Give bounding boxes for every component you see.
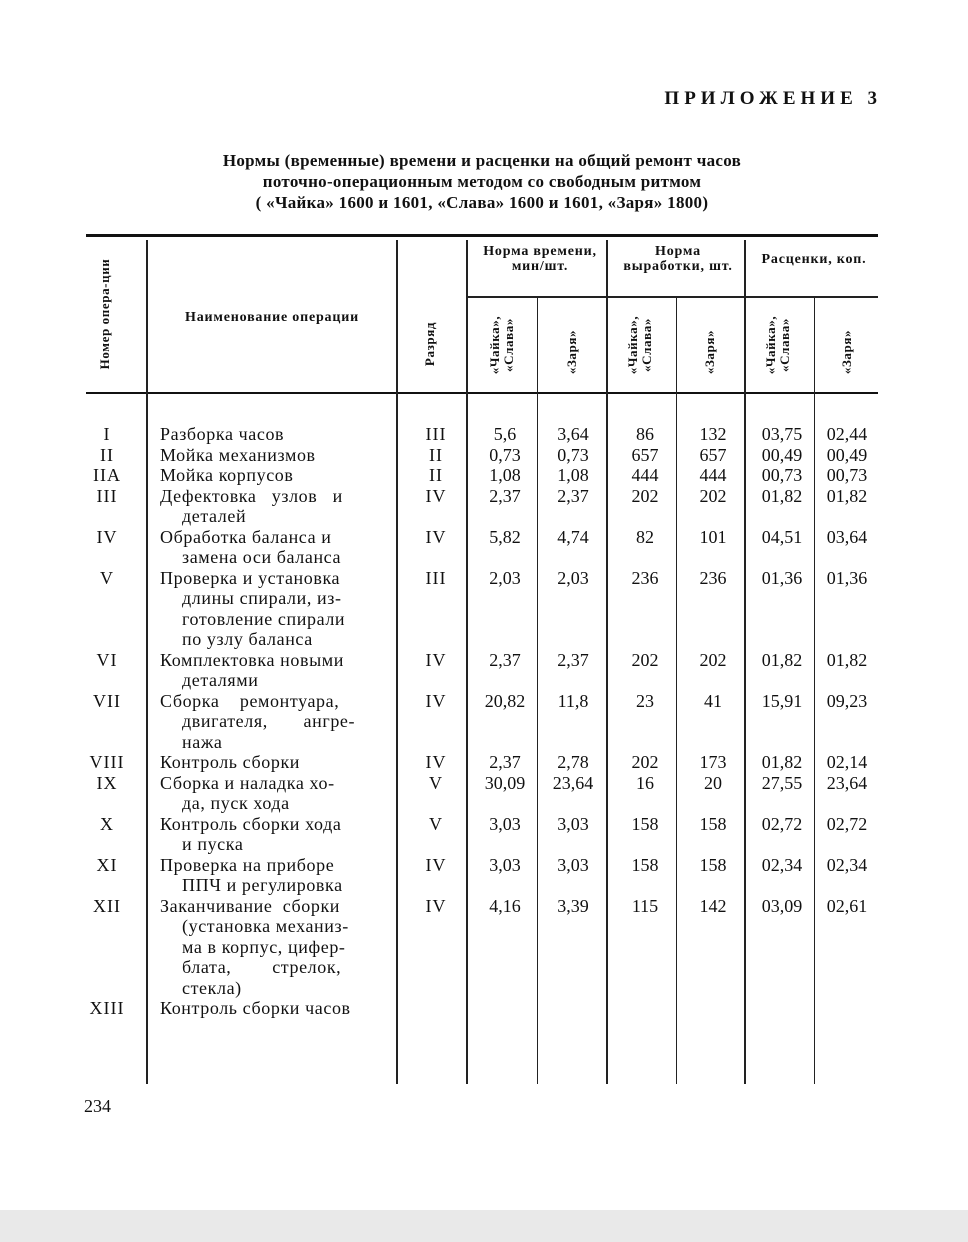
- output-chaika-slava-cell: 444: [631, 465, 659, 485]
- time-zarya-cell: 3,03: [557, 854, 589, 875]
- op-number-cell: II: [100, 444, 114, 465]
- op-name-cell: [160, 691, 386, 753]
- rate-chaika-slava-cell: 02,72: [761, 813, 803, 834]
- title-line-2: поточно-операционным методом со свободным ритмом: [262, 172, 702, 191]
- rate-zarya-cell: 02,72: [826, 813, 868, 834]
- output-chaika-slava-cell: 16: [636, 772, 654, 793]
- subheader-output-zarya: «Заря»: [702, 329, 717, 375]
- grade-cell: IV: [425, 854, 447, 875]
- grade-cell: IV: [425, 690, 447, 711]
- op-name-line: двигателя, ангре-: [182, 711, 356, 731]
- rate-zarya-cell: 01,36: [826, 567, 868, 588]
- op-name-cell: [160, 527, 386, 568]
- op-name-line: деталей: [182, 506, 247, 526]
- subheader-output-chaika-slava: «Чайка», «Слава»: [625, 315, 654, 375]
- op-name-cell: [160, 855, 386, 896]
- time-chaika-slava-cell: 2,37: [489, 752, 521, 772]
- rate-chaika-slava-cell: 01,36: [761, 567, 803, 588]
- time-zarya-cell: 3,39: [557, 895, 589, 916]
- page-number: 234: [84, 1096, 111, 1116]
- op-name-line: длины спирали, из-: [182, 588, 342, 608]
- op-name-cell: [160, 445, 386, 466]
- col-divider: [146, 240, 148, 1084]
- col-divider: [396, 240, 398, 1084]
- time-zarya-cell: 2,37: [557, 649, 589, 670]
- norms-table: [86, 234, 878, 1084]
- output-zarya-cell: 657: [699, 444, 727, 465]
- time-zarya-cell: 0,73: [557, 444, 589, 465]
- rate-zarya-cell: 09,23: [826, 690, 868, 711]
- output-zarya-cell: 202: [699, 649, 727, 670]
- document-title: [120, 150, 844, 213]
- time-chaika-slava-cell: 20,82: [484, 690, 526, 711]
- op-name-cell: [160, 650, 386, 691]
- time-chaika-slava-cell: 5,82: [489, 526, 521, 547]
- time-chaika-slava-cell: 30,09: [484, 772, 526, 793]
- op-number-cell: VIII: [89, 752, 125, 772]
- op-name-line: Обработка баланса и: [160, 526, 332, 547]
- op-number-cell: I: [103, 424, 111, 444]
- op-name-line: Комплектовка новыми: [160, 649, 345, 670]
- output-zarya-cell: 158: [699, 813, 727, 834]
- op-name-line: Контроль сборки: [160, 752, 301, 772]
- col-divider: [466, 240, 468, 1084]
- grade-cell: IV: [425, 752, 447, 772]
- title-line-3: ( «Чайка» 1600 и 1601, «Слава» 1600 и 1601, «Заря» 1800): [255, 193, 709, 212]
- rate-chaika-slava-cell: 01,82: [761, 485, 803, 506]
- rate-chaika-slava-cell: 04,51: [761, 526, 803, 547]
- time-zarya-cell: 1,08: [557, 465, 589, 485]
- output-zarya-cell: 236: [699, 567, 727, 588]
- time-chaika-slava-cell: 3,03: [489, 813, 521, 834]
- title-line-1: Нормы (временные) времени и расценки на общий ремонт часов: [222, 151, 742, 170]
- output-zarya-cell: 20: [704, 772, 722, 793]
- rate-chaika-slava-cell: 02,34: [761, 854, 803, 875]
- time-chaika-slava-cell: 2,37: [489, 649, 521, 670]
- col-divider: [814, 298, 815, 1084]
- time-zarya-cell: 3,03: [557, 813, 589, 834]
- op-number-cell: V: [100, 567, 114, 588]
- output-chaika-slava-cell: 86: [636, 424, 654, 444]
- subheader-rates-zarya: «Заря»: [839, 329, 854, 375]
- op-name-line: стекла): [182, 977, 242, 998]
- op-name-cell: [160, 752, 386, 773]
- rate-zarya-cell: 01,82: [826, 485, 868, 506]
- header-output-norm: Норма выработки, шт.: [623, 244, 733, 274]
- output-zarya-cell: 202: [699, 485, 727, 506]
- op-name-cell: [160, 486, 386, 527]
- op-name-cell: [160, 773, 386, 814]
- subheader-time-chaika-slava: «Чайка», «Слава»: [487, 315, 516, 375]
- grade-cell: III: [425, 424, 447, 444]
- op-name-line: Разборка часов: [160, 424, 285, 444]
- output-chaika-slava-cell: 202: [631, 649, 659, 670]
- col-divider: [606, 240, 608, 1084]
- header-op-name: Наименование операции: [185, 310, 359, 325]
- rate-zarya-cell: 02,61: [826, 895, 868, 916]
- output-zarya-cell: 173: [699, 752, 727, 772]
- op-number-cell: VI: [96, 649, 118, 670]
- op-number-cell: VII: [93, 690, 121, 711]
- op-name-cell: [160, 998, 386, 1019]
- rate-chaika-slava-cell: 27,55: [761, 772, 803, 793]
- op-name-line: нажа: [182, 731, 223, 752]
- grade-cell: II: [429, 465, 443, 485]
- header-rates: Расценки, коп.: [761, 252, 867, 267]
- rate-zarya-cell: 03,64: [826, 526, 868, 547]
- op-name-cell: [160, 814, 386, 855]
- appendix-label: ПРИЛОЖЕНИЕ 3: [664, 88, 882, 109]
- grade-cell: V: [429, 772, 443, 793]
- op-name-line: ППЧ и регулировка: [182, 875, 343, 895]
- header-time-norm: Норма времени, мин/шт.: [483, 244, 597, 274]
- op-name-line: Сборка ремонтуара,: [160, 690, 340, 711]
- time-chaika-slava-cell: 3,03: [489, 854, 521, 875]
- op-name-line: замена оси баланса: [182, 547, 342, 567]
- op-name-line: Дефектовка узлов и: [160, 485, 343, 506]
- output-zarya-cell: 132: [699, 424, 727, 444]
- table-header-rule: [86, 392, 878, 394]
- rate-chaika-slava-cell: 01,82: [761, 649, 803, 670]
- rate-zarya-cell: 02,14: [826, 752, 868, 772]
- time-chaika-slava-cell: 1,08: [489, 465, 521, 485]
- subheader-rates-chaika-slava: «Чайка», «Слава»: [763, 315, 792, 375]
- grade-cell: IV: [425, 649, 447, 670]
- op-name-line: Проверка на приборе: [160, 854, 335, 875]
- op-number-cell: X: [100, 813, 114, 834]
- op-name-line: Мойка механизмов: [160, 444, 316, 465]
- op-number-cell: IIА: [93, 465, 121, 485]
- time-chaika-slava-cell: 5,6: [493, 424, 517, 444]
- op-number-cell: XI: [96, 854, 118, 875]
- time-zarya-cell: 4,74: [557, 526, 589, 547]
- output-zarya-cell: 101: [699, 526, 727, 547]
- subheader-time-zarya: «Заря»: [564, 329, 579, 375]
- time-zarya-cell: 11,8: [557, 690, 589, 711]
- rate-chaika-slava-cell: 03,75: [761, 424, 803, 444]
- op-number-cell: IX: [96, 772, 118, 793]
- output-zarya-cell: 444: [699, 465, 727, 485]
- op-number-cell: IV: [96, 526, 118, 547]
- op-name-line: блата, стрелок,: [182, 957, 342, 977]
- output-chaika-slava-cell: 202: [631, 485, 659, 506]
- rate-zarya-cell: 00,73: [826, 465, 868, 485]
- table-top-rule: [86, 234, 878, 237]
- grade-cell: IV: [425, 526, 447, 547]
- time-chaika-slava-cell: 0,73: [489, 444, 521, 465]
- output-zarya-cell: 158: [699, 854, 727, 875]
- grade-cell: II: [429, 444, 443, 465]
- op-name-line: Проверка и установка: [160, 567, 341, 588]
- op-name-line: готовление спирали: [182, 608, 346, 629]
- rate-zarya-cell: 01,82: [826, 649, 868, 670]
- grade-cell: III: [425, 567, 447, 588]
- op-name-line: ма в корпус, цифер-: [182, 936, 346, 957]
- op-name-line: (установка механиз-: [182, 916, 349, 936]
- output-zarya-cell: 41: [704, 690, 722, 711]
- op-number-cell: XII: [93, 895, 121, 916]
- header-grade: Разряд: [422, 321, 437, 367]
- op-name-line: Контроль сборки хода: [160, 813, 342, 834]
- output-chaika-slava-cell: 115: [631, 895, 659, 916]
- op-name-line: Заканчивание сборки: [160, 895, 341, 916]
- time-chaika-slava-cell: 2,37: [489, 485, 521, 506]
- op-name-line: да, пуск хода: [182, 793, 290, 813]
- header-op-number: Номер опера-ции: [97, 258, 112, 370]
- rate-zarya-cell: 00,49: [826, 444, 868, 465]
- time-zarya-cell: 2,78: [557, 752, 589, 772]
- op-name-cell: [160, 424, 386, 445]
- time-chaika-slava-cell: 4,16: [489, 895, 521, 916]
- output-chaika-slava-cell: 657: [631, 444, 659, 465]
- output-chaika-slava-cell: 236: [631, 567, 659, 588]
- rate-zarya-cell: 02,34: [826, 854, 868, 875]
- rate-chaika-slava-cell: 00,49: [761, 444, 803, 465]
- op-name-line: Мойка корпусов: [160, 465, 294, 485]
- op-number-cell: III: [96, 485, 118, 506]
- output-zarya-cell: 142: [699, 895, 727, 916]
- output-chaika-slava-cell: 158: [631, 813, 659, 834]
- subheader-rule: [466, 296, 878, 298]
- time-chaika-slava-cell: 2,03: [489, 567, 521, 588]
- op-name-line: и пуска: [182, 834, 244, 854]
- rate-chaika-slava-cell: 01,82: [761, 752, 803, 772]
- time-zarya-cell: 2,37: [557, 485, 589, 506]
- op-number-cell: XIII: [89, 998, 125, 1018]
- output-chaika-slava-cell: 23: [636, 690, 654, 711]
- op-name-cell: [160, 896, 386, 999]
- op-name-line: по узлу баланса: [182, 629, 313, 649]
- op-name-line: Сборка и наладка хо-: [160, 772, 335, 793]
- time-zarya-cell: 2,03: [557, 567, 589, 588]
- time-zarya-cell: 23,64: [552, 772, 594, 793]
- op-name-line: деталями: [182, 670, 259, 690]
- output-chaika-slava-cell: 202: [631, 752, 659, 772]
- rate-chaika-slava-cell: 03,09: [761, 895, 803, 916]
- rate-zarya-cell: 23,64: [826, 772, 868, 793]
- rate-chaika-slava-cell: 00,73: [761, 465, 803, 485]
- op-name-cell: [160, 568, 386, 650]
- grade-cell: IV: [425, 895, 447, 916]
- output-chaika-slava-cell: 82: [636, 526, 654, 547]
- op-name-line: Контроль сборки часов: [160, 998, 351, 1018]
- time-zarya-cell: 3,64: [557, 424, 589, 444]
- rate-zarya-cell: 02,44: [826, 424, 868, 444]
- rate-chaika-slava-cell: 15,91: [761, 690, 803, 711]
- grade-cell: IV: [425, 485, 447, 506]
- grade-cell: V: [429, 813, 443, 834]
- op-name-cell: [160, 465, 386, 486]
- output-chaika-slava-cell: 158: [631, 854, 659, 875]
